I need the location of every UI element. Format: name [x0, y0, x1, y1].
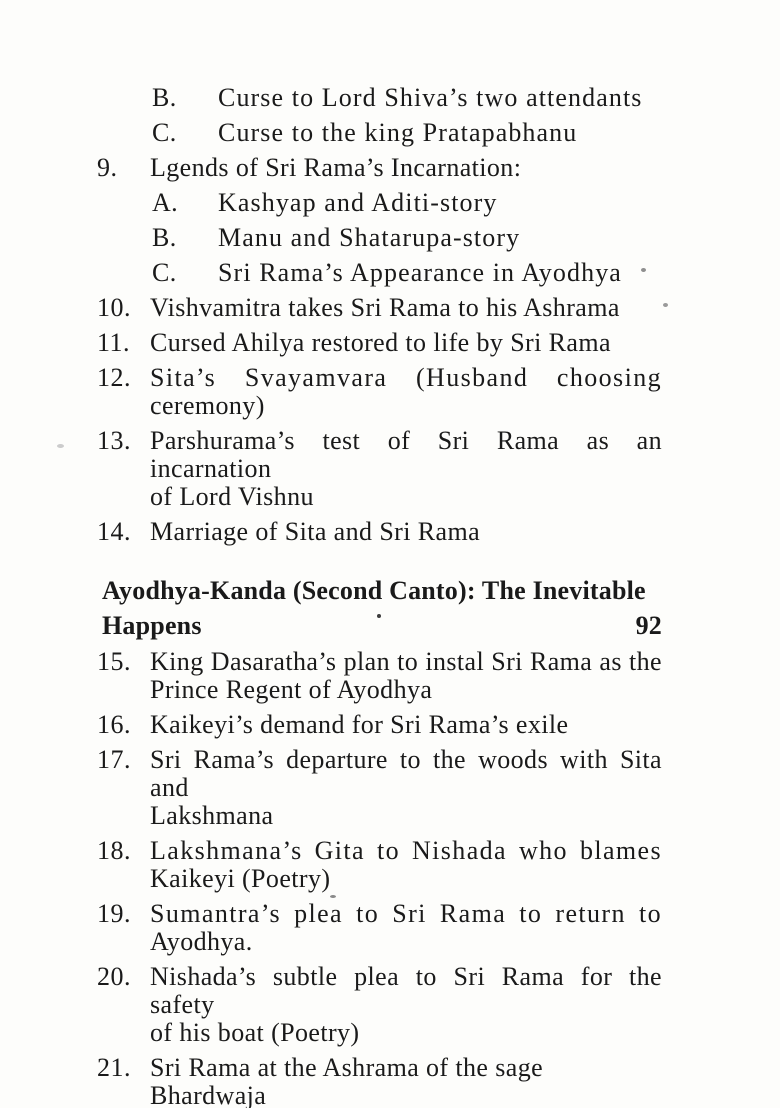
item-number: 14. — [97, 517, 131, 546]
toc-item — [97, 648, 662, 704]
item-number: 16. — [97, 710, 131, 739]
item-number: 18. — [97, 836, 131, 865]
item-text-line: Vishvamitra takes Sri Rama to his Ashrama — [150, 293, 620, 322]
item-text-line: of his boat (Poetry) — [150, 1018, 360, 1047]
toc-content — [97, 84, 662, 1108]
item-text-line: of Lord Vishnu — [150, 482, 314, 511]
chapter-title-line2: Happens — [102, 611, 202, 640]
item-text-line: Kaikeyi’s demand for Sri Rama’s exile — [150, 710, 569, 739]
scan-artifact-dot — [330, 895, 336, 898]
subitem-text: Sri Rama’s Appearance in Ayodhya — [218, 258, 622, 287]
item-text-line: Marriage of Sita and Sri Rama — [150, 517, 481, 546]
subitem-text: Curse to Lord Shiva’s two attendants — [218, 83, 643, 112]
toc-item — [97, 427, 662, 511]
toc-item — [97, 900, 662, 956]
item-text-line: Sri Rama’s departure to the woods with Sita and — [150, 745, 662, 802]
item-text-line: ceremony) — [150, 391, 265, 420]
item-text-line: Prince Regent of Ayodhya — [150, 675, 433, 704]
toc-item — [97, 711, 662, 739]
chapter-title-line1: Ayodhya-Kanda (Second Canto): The Inevitable — [102, 576, 646, 605]
toc-item — [97, 746, 662, 830]
toc-item — [97, 518, 662, 546]
subitem-text: Curse to the king Pratapabhanu — [218, 118, 578, 147]
item-number: 15. — [97, 647, 131, 676]
item-text-line: Lakshmana — [150, 801, 274, 830]
toc-item — [97, 1054, 662, 1108]
item-number: 17. — [97, 745, 131, 774]
toc-item — [97, 154, 662, 182]
scan-artifact-dot — [377, 614, 381, 618]
toc-subitem — [152, 84, 662, 112]
toc-subitem — [152, 224, 662, 252]
subitem-label: B. — [152, 83, 177, 112]
item-number: 12. — [97, 363, 131, 392]
item-number: 13. — [97, 426, 131, 455]
item-text-line: Lakshmana’s Gita to Nishada who blames — [150, 836, 662, 865]
item-text-line: Sumantra’s plea to Sri Rama to return to — [150, 899, 662, 928]
scan-artifact-dot — [663, 303, 668, 307]
item-number: 20. — [97, 962, 131, 991]
scan-artifact-dot — [57, 444, 64, 448]
chapter-heading — [102, 573, 662, 643]
scan-artifact-dot — [641, 268, 646, 272]
item-text-line: Cursed Ahilya restored to life by Sri Rama — [150, 328, 611, 357]
toc-item — [97, 837, 662, 893]
subitem-text: Manu and Shatarupa-story — [218, 223, 521, 252]
toc-item — [97, 963, 662, 1047]
subitem-label: B. — [152, 223, 177, 252]
subitem-label: A. — [152, 188, 179, 217]
toc-item — [97, 364, 662, 420]
item-text-line: Lgends of Sri Rama’s Incarnation: — [150, 153, 522, 182]
toc-subitem — [152, 119, 662, 147]
toc-item — [97, 294, 662, 322]
subitem-label: C. — [152, 118, 177, 147]
item-number: 11. — [97, 328, 131, 357]
item-text-line: Kaikeyi (Poetry) — [150, 864, 331, 893]
toc-subitem — [152, 259, 662, 287]
subitem-label: C. — [152, 258, 177, 287]
item-text-line: King Dasaratha’s plan to instal Sri Rama as the — [150, 647, 662, 676]
item-number: 10. — [97, 293, 131, 322]
item-number: 9. — [97, 153, 118, 182]
toc-item — [97, 329, 662, 357]
toc-subitem — [152, 189, 662, 217]
item-text-line: Parshurama’s test of Sri Rama as an incarnation — [150, 426, 662, 483]
item-text-line: Sri Rama at the Ashrama of the sage Bhardwaja — [150, 1053, 544, 1108]
item-text-line: Ayodhya. — [150, 927, 253, 956]
item-number: 19. — [97, 899, 131, 928]
item-number: 21. — [97, 1053, 131, 1082]
item-text-line: Sita’s Svayamvara (Husband choosing — [150, 363, 662, 392]
chapter-page-number: 92 — [635, 611, 662, 640]
subitem-text: Kashyap and Aditi-story — [218, 188, 498, 217]
item-text-line: Nishada’s subtle plea to Sri Rama for the safety — [150, 962, 662, 1019]
